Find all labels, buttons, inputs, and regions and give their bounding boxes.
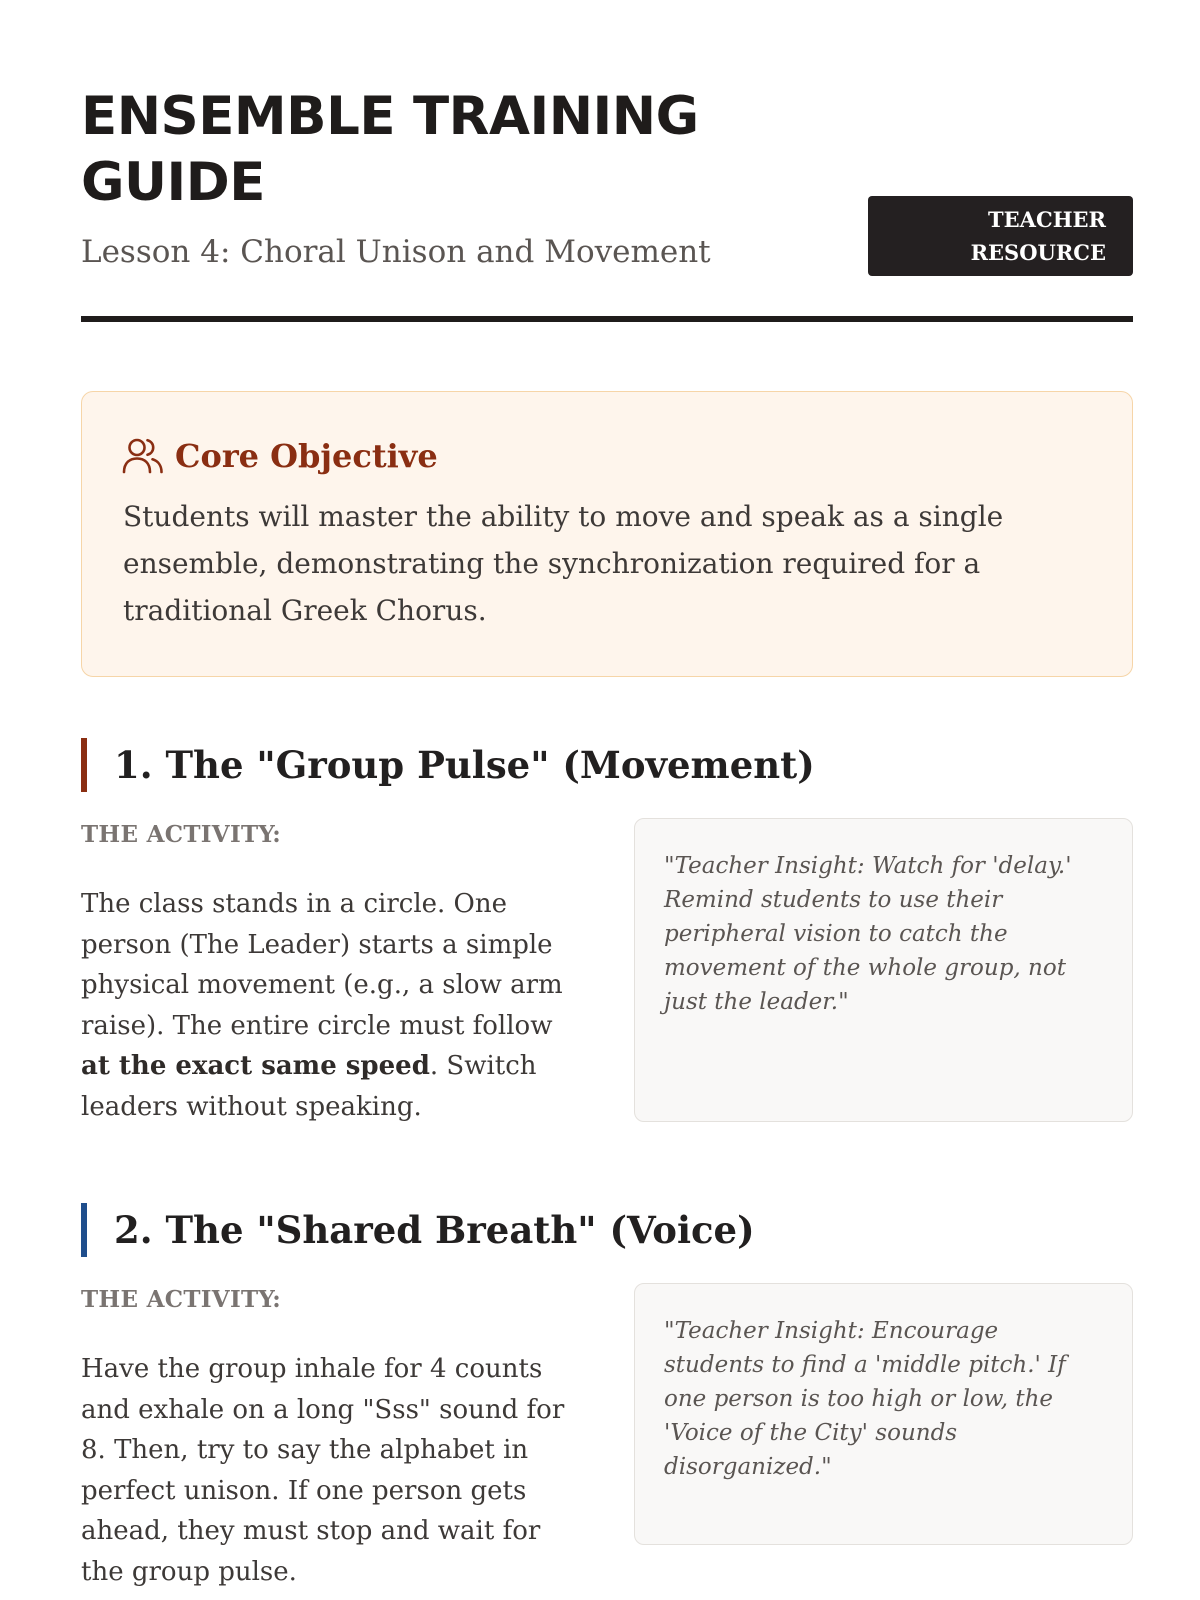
section-header bbox=[81, 738, 815, 792]
teacher-insight-text: "Teacher Insight: Watch for 'delay.' Remind students to use their peripheral vision to catch the movement of the whole group, not just the leader." bbox=[664, 853, 1072, 1015]
section-title: 2. The "Shared Breath" (Voice) bbox=[114, 1208, 755, 1252]
header-divider bbox=[81, 316, 1133, 322]
section-accent-bar bbox=[81, 738, 87, 792]
page-subtitle: Lesson 4: Choral Unison and Movement bbox=[81, 234, 711, 270]
activity-label: THE ACTIVITY: bbox=[81, 821, 282, 848]
teacher-insight-text: "Teacher Insight: Encourage students to find a 'middle pitch.' If one person is too high or low, the 'Voice of the City' sounds disorganized." bbox=[664, 1318, 1066, 1480]
teacher-insight-box bbox=[634, 1283, 1133, 1545]
section-title: 1. The "Group Pulse" (Movement) bbox=[114, 743, 815, 787]
section-accent-bar bbox=[81, 1203, 87, 1257]
activity-label: THE ACTIVITY: bbox=[81, 1286, 282, 1313]
page-title: ENSEMBLE TRAINING GUIDE bbox=[81, 86, 699, 213]
core-objective-text: Students will master the ability to move and speak as a single ensemble, demonstrating the synchronization required for a traditional Greek Chorus. bbox=[123, 500, 1004, 627]
core-objective-box bbox=[81, 391, 1133, 677]
activity-text bbox=[81, 884, 571, 1127]
activity-text-part: The class stands in a circle. One person (The Leader) starts a simple physical movement (e.g., a slow arm raise). The entire circle must follow bbox=[81, 889, 563, 1041]
users-icon bbox=[122, 437, 164, 475]
activity-text-emphasis: at the exact same speed bbox=[81, 1051, 430, 1081]
teacher-insight-box bbox=[634, 818, 1133, 1122]
activity-text-part: . Switch leaders without speaking. bbox=[81, 1051, 537, 1122]
teacher-resource-badge: TEACHER RESOURCE bbox=[868, 196, 1133, 276]
core-objective-title: Core Objective bbox=[175, 437, 438, 475]
core-objective-header bbox=[122, 436, 438, 476]
activity-text: Have the group inhale for 4 counts and exhale on a long "Sss" sound for 8. Then, try to say the alphabet in perfect unison. If one person gets ahead, they must stop and wait for the group pulse. bbox=[81, 1354, 565, 1587]
section-header bbox=[81, 1203, 755, 1257]
